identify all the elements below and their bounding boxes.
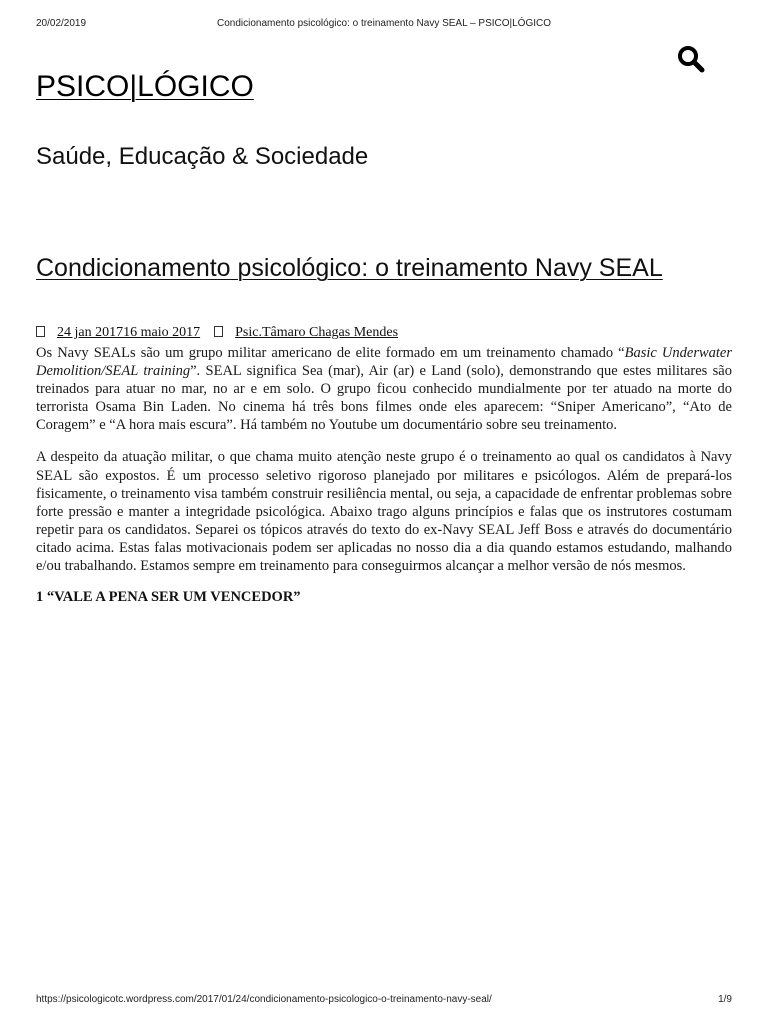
training-name: Basic Underwater Demolition/SEAL training: [36, 345, 732, 380]
user-icon: [214, 326, 223, 337]
print-url: https://psicologicotc.wordpress.com/2017/01/24/condicionamento-psicologico-o-treinamento-navy-seal/: [36, 994, 492, 1005]
site-title[interactable]: PSICO|LÓGICO: [36, 70, 254, 103]
calendar-icon: [36, 326, 45, 337]
print-page-number: 1/9: [718, 994, 732, 1005]
paragraph-2: A despeito da atuação militar, o que chama muito atenção neste grupo é o treinamento ao qual os candidatos à Navy SEAL são expostos. É um processo seletivo rigoroso planejado por militares e psicólogos. Além de prepará-los fisicamente, o treinamento visa também construir resiliência mental, ou seja, a capacidade de enfrentar problemas sobre forte pressão e manter a integridade psicológica. Abaixo trago alguns princípios e falas que os instrutores costumam repetir para os candidatos. Separei os tópicos através do texto do ex-Navy SEAL Jeff Boss e através do documentário citado acima. Estas falas motivacionais podem ser aplicadas no nosso dia a dia quando estamos estudando, malhando e/ou trabalhando. Estamos sempre em treinamento para conseguirmos alcançar a melhor versão de nós mesmos.: [36, 449, 732, 575]
post-author-link[interactable]: Psic.Tâmaro Chagas Mendes: [235, 325, 399, 340]
print-page-title: Condicionamento psicológico: o treinamento Navy SEAL – PSICO|LÓGICO: [216, 18, 552, 29]
site-tagline: Saúde, Educação & Sociedade: [36, 143, 369, 170]
post-title[interactable]: Condicionamento psicológico: o treinamento Navy SEAL: [36, 254, 663, 282]
section-heading-1: 1 “VALE A PENA SER UM VENCEDOR”: [36, 589, 301, 606]
paragraph-1: Os Navy SEALs são um grupo militar americano de elite formado em um treinamento chamado “Basic Underwater Demolition/SEAL training”. SEAL significa Sea (mar), Air (ar) e Land (solo), demonstrando que estes militares são treinados para atuar no mar, no ar e em solo. O grupo ficou conhecido mundialmente por ter atuado na morte do terrorista Osama Bin Laden. No cinema há três bons filmes onde eles aparecem: “Sniper Americano”, “Ato de Coragem” e “A hora mais escura”. Há também no Youtube um documentário sobre seu treinamento.: [36, 345, 732, 434]
post-meta: [36, 325, 398, 341]
print-date: 20/02/2019: [36, 18, 87, 29]
post-date-link[interactable]: 24 jan 201716 maio 2017: [57, 325, 201, 340]
post-content: [36, 344, 732, 606]
search-icon[interactable]: [676, 44, 706, 74]
